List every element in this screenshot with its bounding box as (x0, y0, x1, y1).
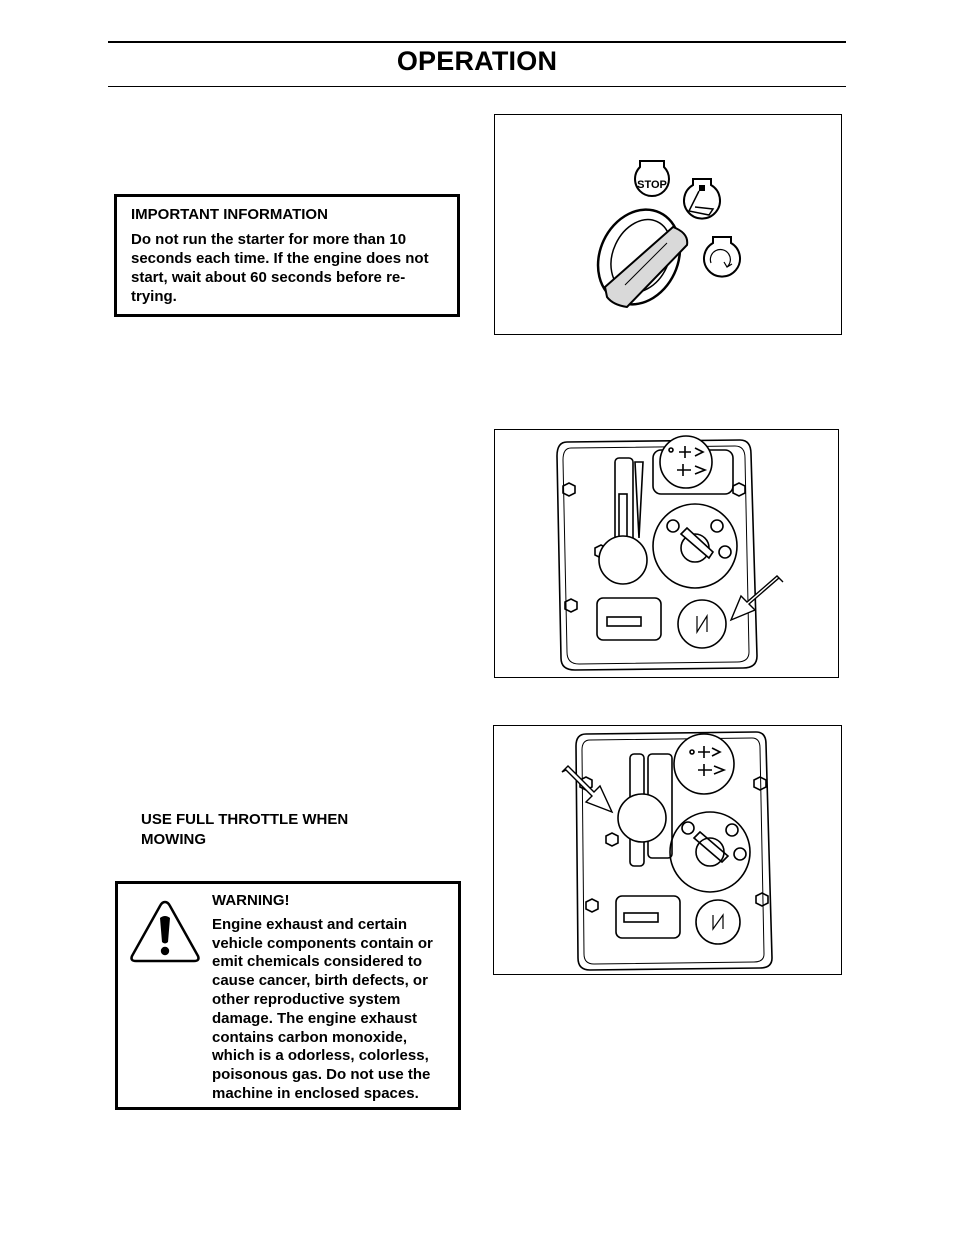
important-information-text: Do not run the starter for more than 10 seconds each time. If the engine does not start, wait about 60 seconds before re-trying. (131, 231, 429, 305)
warning-text: Engine exhaust and certain vehicle components contain or emit chemicals considered to cause cancer, birth defects, or other reproductive system damage. The engine exhaust contains carbon monoxide, which is a odorless, colorless, poisonous gas. Do not use the machine in enclosed spaces. (212, 915, 433, 1102)
warning-box (115, 881, 461, 1110)
important-information-box (114, 194, 460, 317)
warning-heading: WARNING! (212, 892, 290, 909)
dashboard-panel-figure (494, 429, 839, 678)
important-information-heading: IMPORTANT INFORMATION (131, 206, 328, 223)
throttle-panel-figure (493, 725, 842, 975)
stop-label: STOP (637, 179, 667, 191)
throttle-note: USE FULL THROTTLE WHEN MOWING (141, 811, 349, 848)
header-rule-bottom (108, 86, 846, 87)
page-title: OPERATION (396, 46, 558, 76)
header-rule-top (108, 41, 846, 43)
exclamation-warning-icon (128, 898, 202, 969)
ignition-switch-figure (494, 114, 842, 335)
